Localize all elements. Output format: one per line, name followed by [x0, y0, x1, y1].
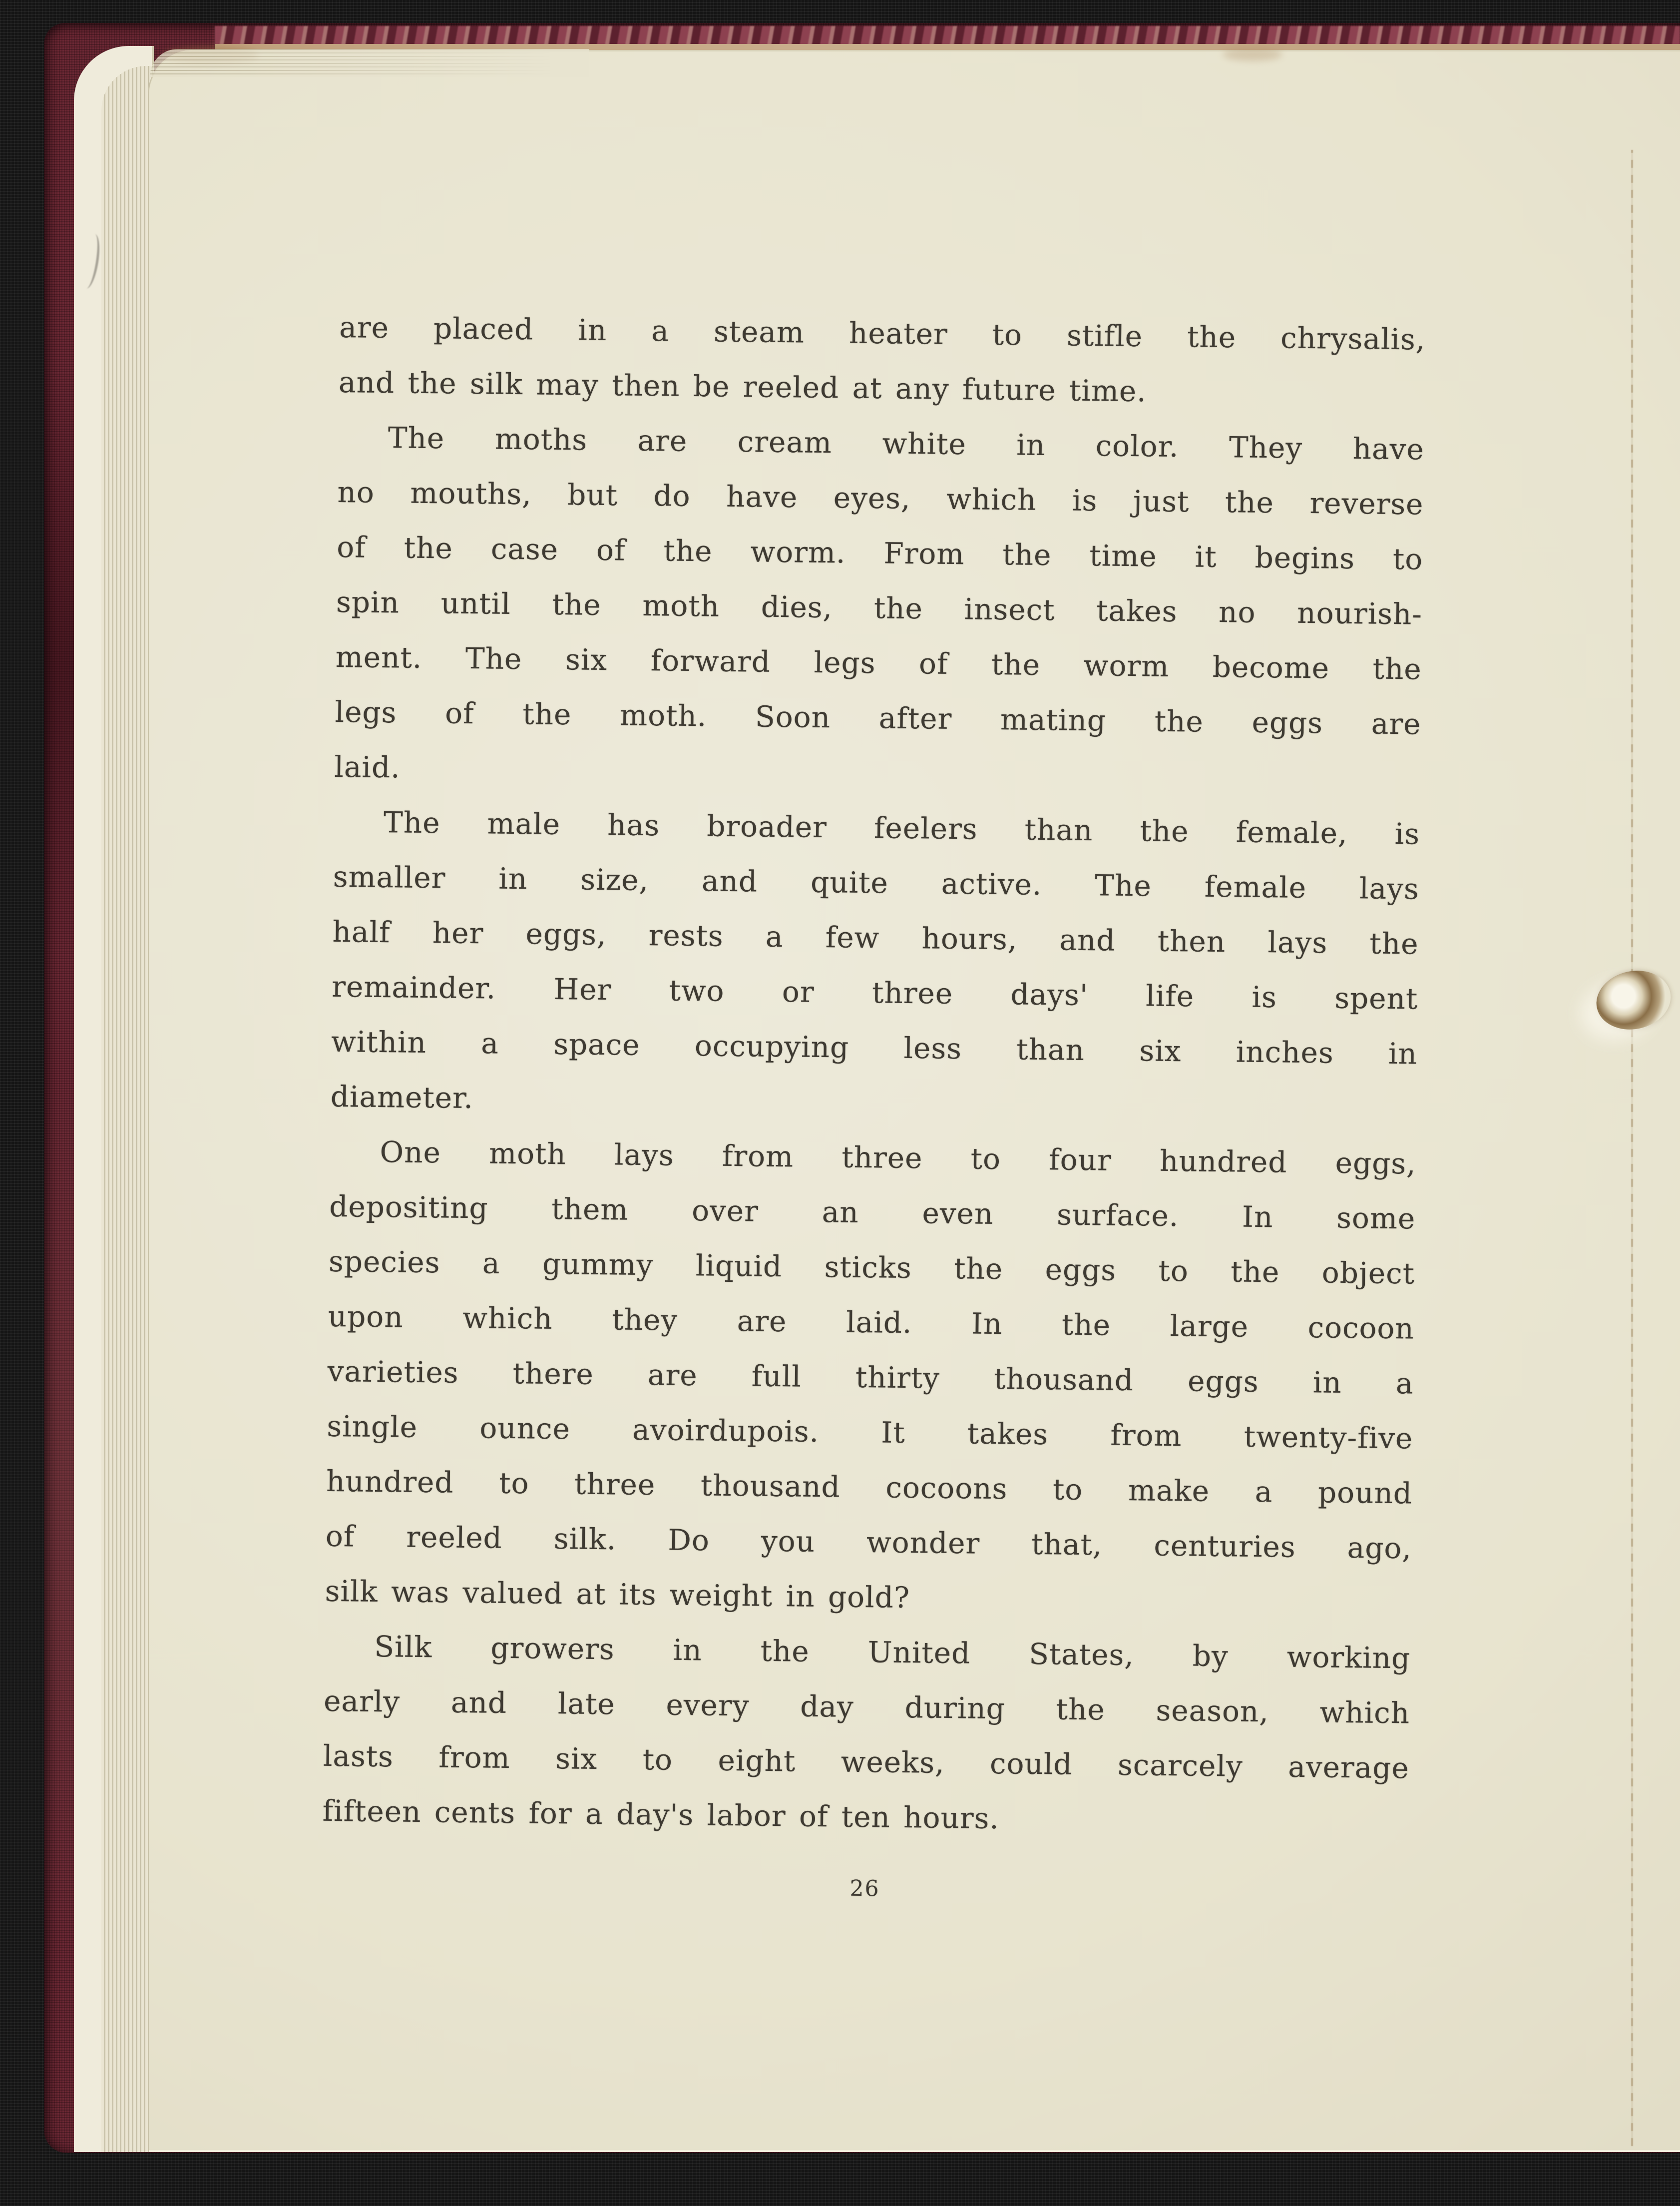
text-line: of reeled silk. Do you wonder that, centuries ago, — [325, 1519, 1412, 1566]
text-line: of the case of the worm. From the time it begins to — [336, 530, 1423, 576]
text-line: The male has broader feelers than the female, is — [383, 805, 1420, 851]
text-line: no mouths, but do have eyes, which is just the reverse — [337, 475, 1424, 522]
text-line: silk was valued at its weight in gold? — [325, 1574, 910, 1615]
text-line: species a gummy liquid sticks the eggs to the object — [328, 1244, 1415, 1291]
text-line: fifteen cents for a day's labor of ten hours. — [322, 1793, 1000, 1836]
text-line: early and late every day during the season, which — [323, 1683, 1410, 1730]
text-line: within a space occupying less than six inches in — [331, 1024, 1418, 1071]
text-line: upon which they are laid. In the large cocoon — [328, 1299, 1415, 1346]
text-line: single ounce avoirdupois. It takes from twenty-five — [327, 1409, 1413, 1456]
text-line: legs of the moth. Soon after mating the eggs are — [335, 694, 1421, 741]
text-line: spin until the moth dies, the insect takes no nourish- — [336, 584, 1423, 631]
text-line: and the silk may then be reeled at any future time. — [338, 365, 1147, 409]
text-line: lasts from six to eight weeks, could scarcely average — [323, 1738, 1410, 1785]
text-line: hundred to three thousand cocoons to make a pound — [326, 1464, 1413, 1511]
page-crease-line — [1631, 150, 1633, 2146]
text-line: smaller in size, and quite active. The female lays — [333, 859, 1420, 906]
page-top-edge-lines — [150, 49, 589, 77]
text-line: diameter. — [330, 1079, 474, 1115]
page-text-block — [321, 300, 1425, 1922]
text-line: remainder. Her two or three days' life is spent — [332, 969, 1418, 1016]
book-headband — [215, 26, 1680, 45]
text-line: Silk growers in the United States, by working — [374, 1629, 1411, 1675]
text-line: ment. The six forward legs of the worm become the — [335, 639, 1422, 686]
text-line: half her eggs, rests a few hours, and then lays the — [332, 914, 1419, 961]
top-edge-stain — [1223, 48, 1282, 61]
text-line: depositing them over an even surface. In some — [329, 1189, 1416, 1236]
page-edge-lines — [101, 66, 154, 2152]
text-line: varieties there are full thirty thousand eggs in a — [327, 1354, 1414, 1401]
page-stack-edges — [74, 46, 154, 2152]
text-line: laid. — [334, 749, 401, 785]
page-number: 26 — [849, 1875, 880, 1902]
text-line: are placed in a steam heater to stifle the chrysalis, — [339, 310, 1426, 357]
text-line: One moth lays from three to four hundred eggs, — [380, 1135, 1416, 1181]
text-lines-container — [322, 300, 1426, 1850]
text-line: The moths are cream white in color. They have — [388, 421, 1425, 467]
